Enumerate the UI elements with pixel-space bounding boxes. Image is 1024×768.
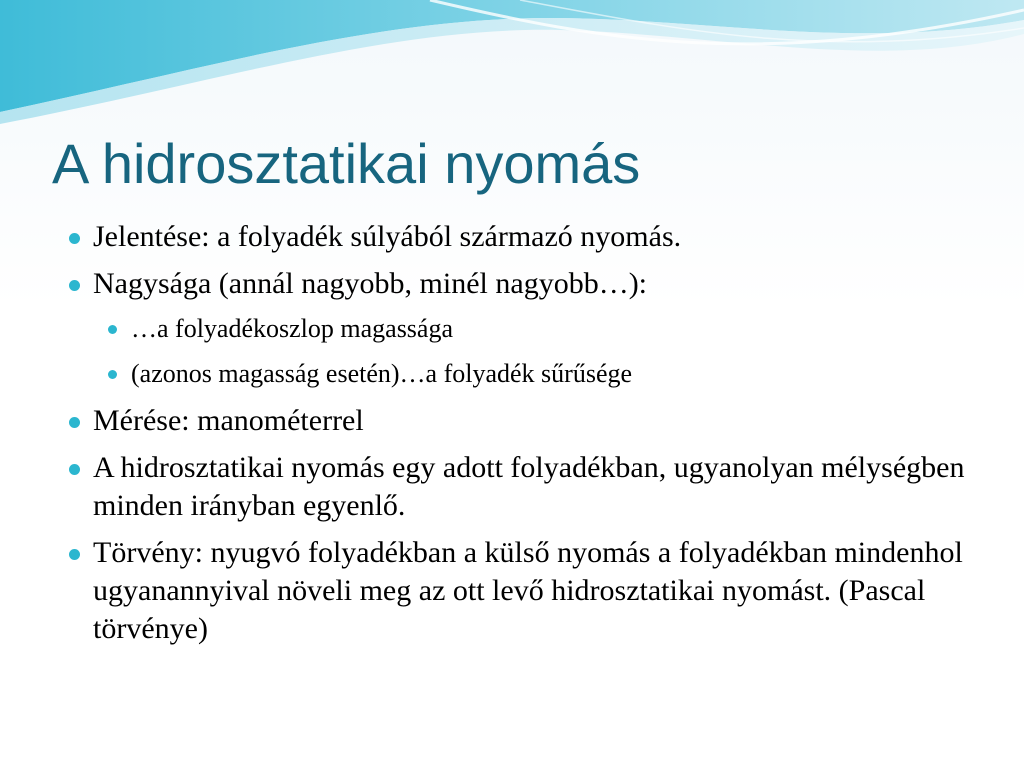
bullet-dot-icon xyxy=(108,325,117,334)
bullet-text: …a folyadékoszlop magassága xyxy=(131,314,454,343)
bullet-list xyxy=(66,218,966,657)
sub-bullet-item xyxy=(106,357,966,391)
bullet-dot-icon xyxy=(69,549,80,560)
bullet-item xyxy=(66,534,966,648)
bullet-text: Mérése: manométerrel xyxy=(93,404,364,437)
bullet-text: Jelentése: a folyadék súlyából származó nyomás. xyxy=(93,220,682,253)
bullet-dot-icon xyxy=(69,464,80,475)
bullet-dot-icon xyxy=(69,280,80,291)
bullet-text: A hidrosztatikai nyomás egy adott folyadékban, ugyanolyan mélységben minden irányban egyenlő. xyxy=(93,451,965,522)
bullet-dot-icon xyxy=(69,417,80,428)
bullet-item xyxy=(66,265,966,303)
bullet-text: Nagysága (annál nagyobb, minél nagyobb…): xyxy=(93,267,648,300)
bullet-dot-icon xyxy=(69,233,80,244)
bullet-dot-icon xyxy=(108,370,117,379)
slide-title: A hidrosztatikai nyomás xyxy=(52,132,641,195)
bullet-item xyxy=(66,402,966,440)
bullet-item xyxy=(66,449,966,525)
sub-bullet-item xyxy=(106,312,966,346)
bullet-text: (azonos magasság esetén)…a folyadék sűrűsége xyxy=(131,359,633,388)
decorative-wave-header xyxy=(0,0,1024,130)
bullet-text: Törvény: nyugvó folyadékban a külső nyomás a folyadékban mindenhol ugyanannyival növeli meg az ott levő hidrosztatikai nyomást. (Pascal törvénye) xyxy=(93,536,963,645)
bullet-item xyxy=(66,218,966,256)
